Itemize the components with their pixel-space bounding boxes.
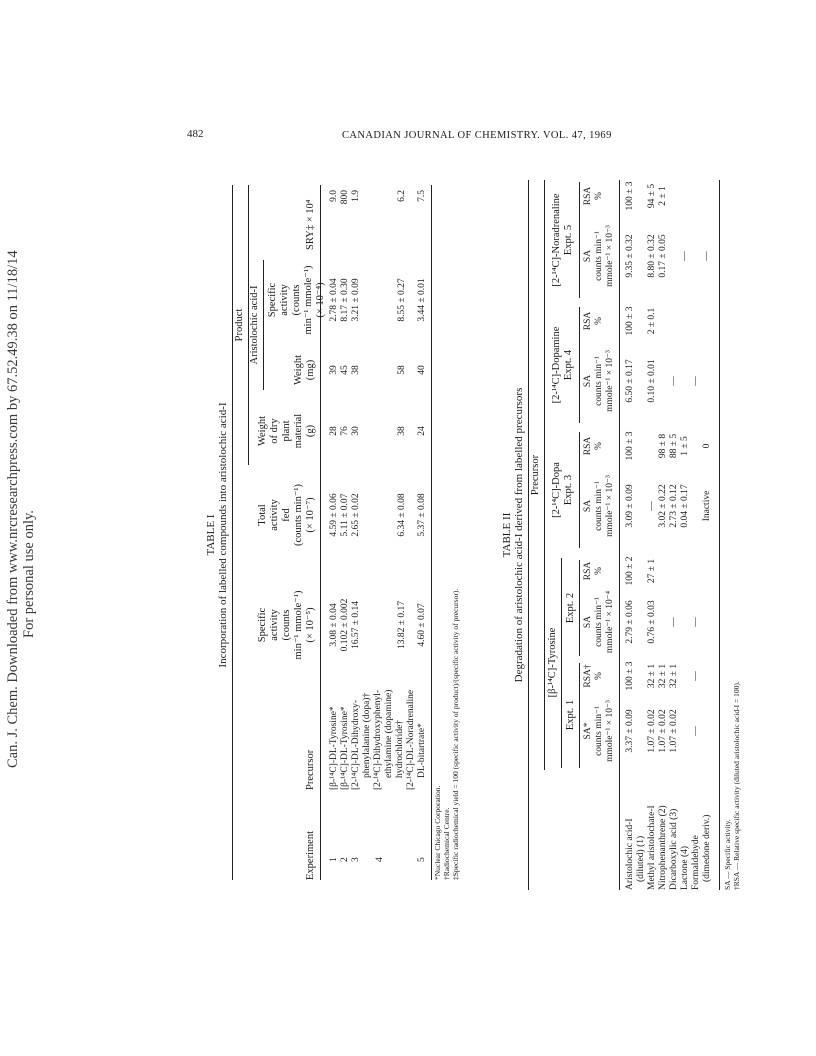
table2-col-e5-sa: 9.35 ± 0.32 8.80 ± 0.32 0.17 ± 0.05 — — xyxy=(625,234,712,278)
table2-bottom-rule xyxy=(719,180,720,890)
table2-group-precursor: Precursor xyxy=(530,454,541,496)
table1-header-weight: Weight (mg) xyxy=(293,354,316,386)
table2-col-e2-sa: 2.79 ± 0.06 0.76 ± 0.03 — — xyxy=(625,600,701,644)
table2-compounds xyxy=(625,805,713,890)
table1-top-rule xyxy=(232,185,233,880)
list-item: Nitrophenanthrene (2) xyxy=(658,805,668,890)
table2-rsa-header-e3: RSA % xyxy=(583,436,604,456)
list-item: Methyl aristolochate-I xyxy=(647,805,657,890)
list-item: (diluted) (1) xyxy=(636,835,646,882)
table2-footnotes: SA — Specific activity. †RSA — Relative specific activity (diluted aristolochic acid-I = 100). xyxy=(723,681,741,890)
table2-expt1-rule xyxy=(579,663,580,768)
table2-col-e5-rsa: 100 ± 3 94 ± 5 2 ± 1 xyxy=(625,181,668,211)
table2-expt4-rule xyxy=(579,307,580,423)
table2-rsa-header-e2: RSA % xyxy=(583,561,604,581)
list-item: Formaldehyde xyxy=(691,835,701,890)
table2-sa-header-e5: SA counts min⁻¹ mmole⁻¹ × 10⁻³ xyxy=(583,225,615,287)
table1-header-product-activity: Specific activity (counts min⁻¹ mmole⁻¹) (× 10⁻⁴) xyxy=(267,265,326,335)
table2-col-e3-sa: 3.09 ± 0.09 — 3.02 ± 0.22 2.73 ± 0.12 0.04 ± 0.17 Inactive xyxy=(625,484,712,528)
table1-header-precursor: Precursor xyxy=(305,749,316,790)
table2-top-rule xyxy=(528,180,529,890)
table2-rsa-header-e5: RSA % xyxy=(583,186,604,206)
table1-header-weight-plant: Weight of dry plant material (g) xyxy=(257,413,316,449)
table2-sa-header-e4: SA counts min⁻¹ mmole⁻¹ × 10⁻³ xyxy=(583,350,615,412)
table1-header-rule xyxy=(320,185,321,880)
table2-precursor-rule xyxy=(544,180,545,770)
running-head: CANADIAN JOURNAL OF CHEMISTRY. VOL. 47, 1969 xyxy=(342,130,612,141)
table2-title: TABLE II xyxy=(501,512,513,558)
table1-group-product: Product xyxy=(234,308,245,342)
table1-aristolochic-rule xyxy=(263,260,264,390)
table2-sa-header-e3: SA counts min⁻¹ mmole⁻¹ × 10⁻³ xyxy=(583,475,615,537)
table2-col-e2-rsa: 100 ± 2 27 ± 1 xyxy=(625,556,657,586)
watermark-line-2: For personal use only. xyxy=(21,510,37,638)
table1-title: TABLE I xyxy=(205,514,217,556)
table1-footnotes: *Nuclear Chicago Corporation. †Radiochemical Centre. ‡Specific radiochemical yield = 100 (specific activity of product)/(specific activity of precursor). xyxy=(433,588,460,880)
table2-expt4: [2-¹⁴C]-Dopamine Expt. 4 xyxy=(551,326,574,404)
table2-col-e1-sa: 3.37 ± 0.09 1.07 ± 0.02 1.07 ± 0.02 1.07 ± 0.02 — xyxy=(625,709,701,753)
table2-expt5: [2-¹⁴C]-Noradrenaline Expt. 5 xyxy=(551,193,574,287)
list-item: Lactone (4) xyxy=(680,845,690,890)
list-item: (dimedone deriv.) xyxy=(702,814,712,882)
table1-header-experiment: Experiment xyxy=(305,831,316,880)
table2-tyrosine-rule xyxy=(561,558,562,768)
table2-expt2: Expt. 2 xyxy=(565,592,576,624)
table2-sa-header-e2: SA counts min⁻¹ mmole⁻¹ × 10⁻⁴ xyxy=(583,590,615,654)
table2-expt1: Expt. 1 xyxy=(565,699,576,731)
table1-group-aristolochic: Aristolochic acid-I xyxy=(249,285,260,365)
table2-expt2-rule xyxy=(579,560,580,656)
table2-sa-header-e1: SA* counts min⁻¹ mmole⁻¹ × 10⁻³ xyxy=(583,700,615,762)
table2-caption: Degradation of aristolochic acid-I derived from labelled precursors xyxy=(513,387,525,683)
rotated-tables: TABLE I Incorporation of labelled compounds into aristolochic acid-I Product Aristolochic acid-I Experiment Precursor Specific activity (counts min⁻¹ mmole⁻¹) (× 10⁻⁵) Total activity fed (counts min⁻¹) (× 10⁻⁷) Weight of dry plant material (g) Weight (mg) Specific activity (counts min⁻¹ mmole⁻¹) (× 10⁻⁴) SRY‡ × 10⁴ 1 [β-¹⁴C]-DL-Tyrosine* 3.08 ± 0.04 4.59 ± 0.06 28 39 2.78 ± 0.04 9.0 2 [β-¹⁴C]-DL-Tyrosine* 0.102 ± 0.002 5.11 ± 0.07 76 45 8.17 ± 0.30 800 3 [2-¹⁴C]-DL-Dihydroxy- phenylalanine (dopa)† 16.57 ± 0.14 2.65 ± 0.02 30 38 3.21 ± 0.09 1.9 4 [2-¹⁴C]-Dihydroxyphenyl- ethylamine (dopamine) hydrochloride† 13.82 ± 0.17 6.34 ± 0.08 38 58 8.55 ± 0.27 6.2 5 [2-¹⁴C]-DL-Noradrenaline DL-bitartrate* 4.60 ± 0.07 5.37 ± 0.08 24 40 3.44 ± 0.01 7.5 *Nuclear Chicago Corporation. †Radiochemical Centre. ‡Specific radiochemical yield = 100 (specific activity of product)/(specific activity of precursor). TABLE II Degradation of aristolochic acid-I derived from labelled precursors Precursor [β-¹⁴C]-Tyrosine Expt. 1 Expt. 2 [2-¹⁴C]-Dopa Expt. 3 [2-¹⁴C]-Dopamine Expt. 4 [2-¹⁴C]-Noradrenaline Expt. 5 SA* counts min⁻¹ mmole⁻¹ × 10⁻³ RSA† % SA counts min⁻¹ mmole⁻¹ × 10⁻⁴ RSA % SA counts min⁻¹ mmole⁻¹ × 10⁻³ RSA % SA counts min⁻¹ mmole⁻¹ × 10⁻³ RSA % SA counts min⁻¹ mmole⁻¹ × 10⁻³ RSA % Aristolochic acid-I (diluted) (1) Methyl aristolochate-I Nitrophenanthrene (2) Dicarboxylic acid (3) Lactone (4) Formaldehyde (dimedone deriv.) 3.37 ± 0.09 1.07 ± 0.02 1.07 ± 0.02 1.07 ± 0.02 — 100 ± 3 32 ± 1 32 ± 1 32 ± 1 — 2.79 ± 0.06 0.76 ± 0.03 — — 100 ± 2 27 ± 1 3.09 ± 0.09 — 3.02 ± 0.22 2.73 ± 0.12 0.04 ± 0.17 Inactive 100 ± 3 98 ± 8 88 ± 5 1 ± 5 0 6.50 ± 0.17 0.10 ± 0.01 — — 100 ± 3 2 ± 0.1 9.35 ± 0.32 8.80 ± 0.32 0.17 ± 0.05 — — 100 ± 3 94 ± 5 2 ± 1 SA — Specific activity. †RSA — Relative specific activity (diluted aristolochic acid-I = 100). xyxy=(205,181,741,890)
download-watermark xyxy=(5,250,37,768)
table2-expt3: [2-¹⁴C]-Dopa Expt. 3 xyxy=(551,462,574,518)
table2-expt5-rule xyxy=(579,182,580,298)
table1-bottom-rule xyxy=(431,185,432,880)
list-item: Aristolochic acid-I xyxy=(625,818,635,890)
table1-caption: Incorporation of labelled compounds into aristolochic acid-I xyxy=(217,402,229,668)
table2-rsa-header-e1: RSA† % xyxy=(583,664,604,688)
table2-col-e4-rsa: 100 ± 3 2 ± 0.1 xyxy=(625,306,657,336)
table1-header-total-activity: Total activity fed (counts min⁻¹) (× 10⁻⁷) xyxy=(257,483,316,547)
table1-header-sry: SRY‡ × 10⁴ xyxy=(305,199,316,250)
list-item: Dicarboxylic acid (3) xyxy=(669,808,679,890)
table2-col-e4-sa: 6.50 ± 0.17 0.10 ± 0.01 — — xyxy=(625,359,701,403)
page-number: 482 xyxy=(187,128,204,140)
table1-header-specific-activity: Specific activity (counts min⁻¹ mmole⁻¹) (× 10⁻⁵) xyxy=(257,590,316,660)
table2-header-rule xyxy=(619,180,620,890)
table2-group-tyrosine: [β-¹⁴C]-Tyrosine xyxy=(547,627,558,698)
watermark-line-1: Can. J. Chem. Downloaded from www.nrcresearchpress.com by 67.52.49.38 on 11/18/14 xyxy=(5,250,21,768)
table2-expt3-rule xyxy=(579,432,580,548)
table2-col-e3-rsa: 100 ± 3 98 ± 8 88 ± 5 1 ± 5 0 xyxy=(625,431,712,461)
table2-col-e1-rsa: 100 ± 3 32 ± 1 32 ± 1 32 ± 1 — xyxy=(625,661,701,691)
table2-rsa-header-e4: RSA % xyxy=(583,311,604,331)
